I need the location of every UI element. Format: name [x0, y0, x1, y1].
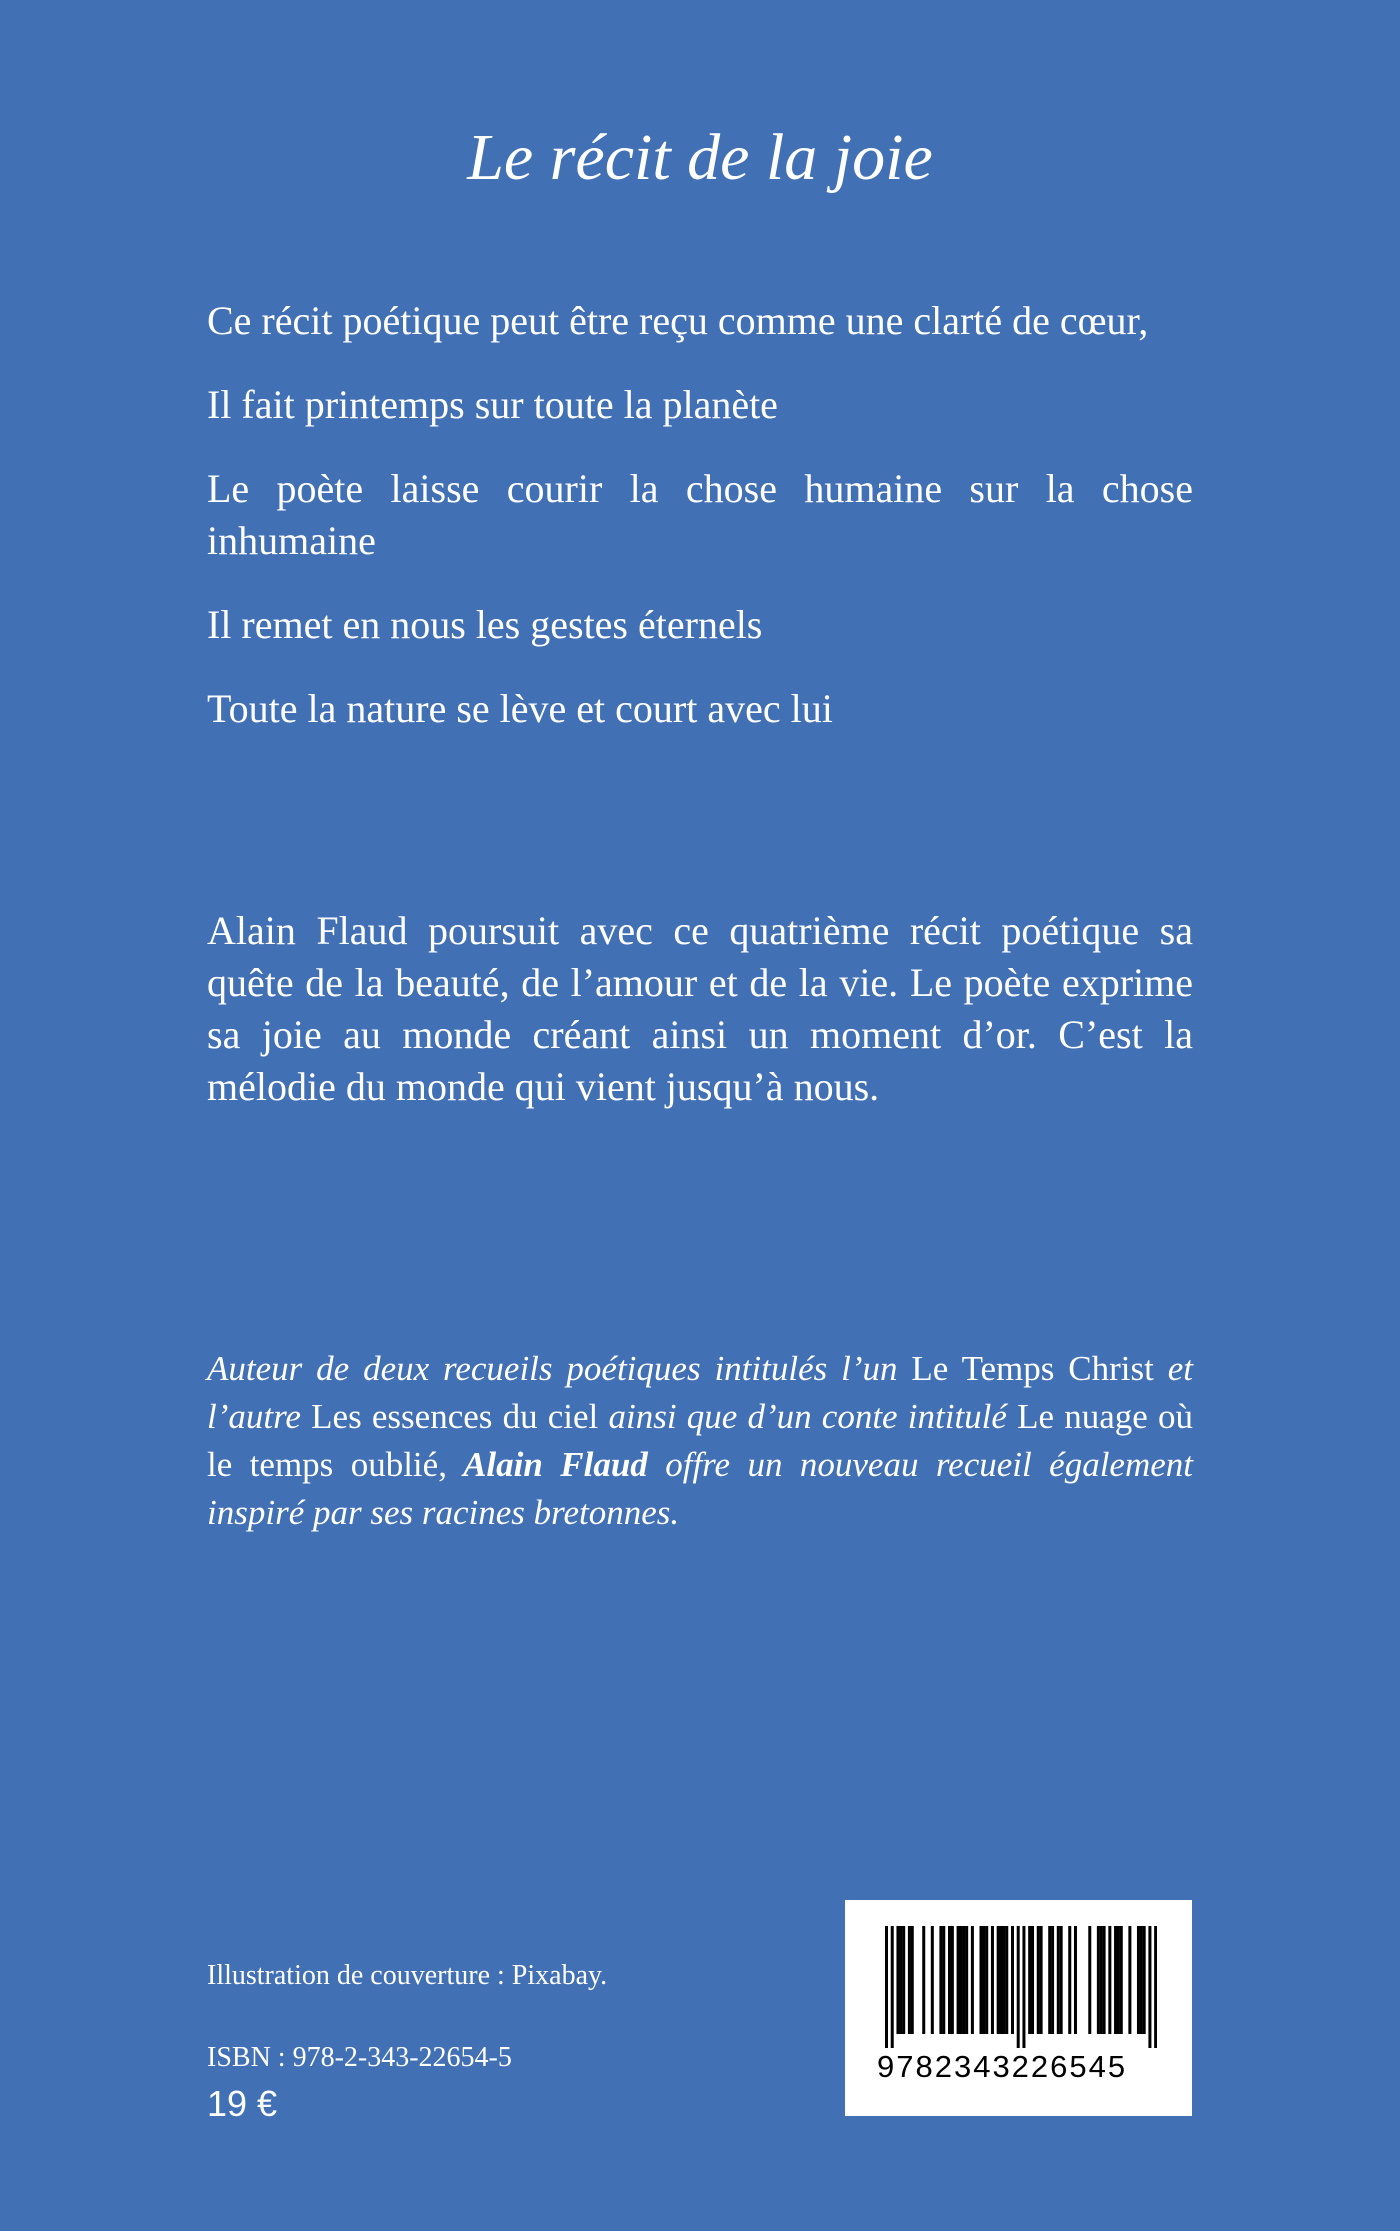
barcode-bar — [1037, 1926, 1040, 2034]
barcode-bar — [962, 1926, 965, 2034]
poem-line: Il remet en nous les gestes éternels — [207, 602, 763, 647]
barcode-bar — [951, 1926, 954, 2034]
barcode-bar — [959, 1926, 962, 2034]
barcode-bar — [1114, 1926, 1117, 2034]
barcode-bar — [1060, 1926, 1063, 2034]
barcode-bars — [885, 1926, 1157, 2048]
barcode-bar — [1002, 1926, 1005, 2034]
book-summary: Alain Flaud poursuit avec ce quatrième récit poétique sa quête de la beauté, de l’amour et de la vie. Le poète exprime sa joie au monde créant ainsi un moment d’or. C’est la mélodie du monde qui vient jusqu’à nous. — [207, 908, 1193, 1109]
barcode-bar — [931, 1926, 934, 2034]
barcode-bar — [922, 1926, 925, 2034]
barcode — [845, 1900, 1192, 2116]
bio-text: et l’autre — [207, 1349, 1193, 1436]
book-title-2: Les essences du ciel — [311, 1397, 599, 1436]
barcode-bar — [891, 1926, 894, 2048]
barcode-bar — [1031, 1926, 1034, 2034]
barcode-bar — [1017, 1926, 1020, 2048]
barcode-bar — [939, 1926, 942, 2034]
poem-line: Il fait printemps sur toute la planète — [207, 382, 778, 427]
barcode-bar — [1028, 1926, 1031, 2034]
book-title-3: Le nuage où le temps oublié, — [207, 1397, 1193, 1484]
author-name: Alain Flaud — [446, 1445, 648, 1484]
barcode-bar — [997, 1926, 1000, 2034]
barcode-bar — [982, 1926, 985, 2034]
barcode-bar — [1120, 1926, 1123, 2034]
barcode-digits: 9782343226545 — [877, 2049, 1128, 2084]
barcode-bar — [1143, 1926, 1146, 2034]
barcode-bar — [902, 1926, 905, 2034]
barcode-bar — [979, 1926, 982, 2034]
poem-line: Ce récit poétique peut être reçu comme une clarté de cœur, — [207, 298, 1149, 343]
book-title: Le récit de la joie — [467, 121, 933, 194]
barcode-bar — [1117, 1926, 1120, 2034]
barcode-bar — [1148, 1926, 1151, 2048]
barcode-bar — [1100, 1926, 1103, 2034]
barcode-bar — [991, 1926, 994, 2034]
poem-excerpt — [207, 295, 1193, 767]
barcode-bar — [985, 1926, 988, 2034]
barcode-bar — [948, 1926, 951, 2034]
author-bio — [207, 1345, 1193, 1537]
barcode-bar — [1074, 1926, 1077, 2034]
barcode-bar — [1057, 1926, 1060, 2034]
barcode-bar — [965, 1926, 968, 2034]
bio-text: Auteur de deux recueils poétiques intitulés l’un — [207, 1349, 912, 1388]
barcode-bar — [1051, 1926, 1054, 2034]
barcode-bar — [957, 1926, 960, 2034]
bio-text: ainsi que d’un conte intitulé — [598, 1397, 1018, 1436]
illustration-credit: Illustration de couverture : Pixabay. — [207, 1960, 608, 1991]
barcode-bar — [1137, 1926, 1140, 2034]
barcode-bar — [899, 1926, 902, 2034]
barcode-bar — [1088, 1926, 1091, 2034]
barcode-bar — [908, 1926, 911, 2034]
barcode-bar — [1011, 1926, 1014, 2034]
barcode-bar — [1097, 1926, 1100, 2034]
barcode-bar — [911, 1926, 914, 2034]
poem-line: Le poète laisse courir la chose humaine sur la chose inhumaine — [207, 466, 1193, 563]
barcode-bar — [1140, 1926, 1143, 2034]
isbn-label: ISBN : 978-2-343-22654-5 — [207, 2042, 512, 2073]
barcode-bar — [971, 1926, 974, 2034]
barcode-bar — [1048, 1926, 1051, 2034]
barcode-bar — [1068, 1926, 1071, 2034]
bio-text: offre un nouveau recueil également inspiré par ses racines bretonnes. — [207, 1445, 1193, 1532]
barcode-bar — [896, 1926, 899, 2034]
barcode-bar — [1022, 1926, 1025, 2048]
barcode-bar — [942, 1926, 945, 2034]
barcode-bar — [1005, 1926, 1008, 2034]
barcode-bar — [1000, 1926, 1003, 2034]
price-label: 19 € — [207, 2083, 278, 2124]
barcode-bar — [1154, 1926, 1157, 2048]
book-title-1: Le Temps Christ — [911, 1349, 1154, 1388]
barcode-bar — [1108, 1926, 1111, 2034]
poem-line: Toute la nature se lève et court avec lui — [207, 686, 833, 731]
barcode-bar — [1040, 1926, 1043, 2034]
barcode-bar — [1103, 1926, 1106, 2034]
barcode-bar — [1128, 1926, 1131, 2034]
barcode-bar — [885, 1926, 888, 2048]
